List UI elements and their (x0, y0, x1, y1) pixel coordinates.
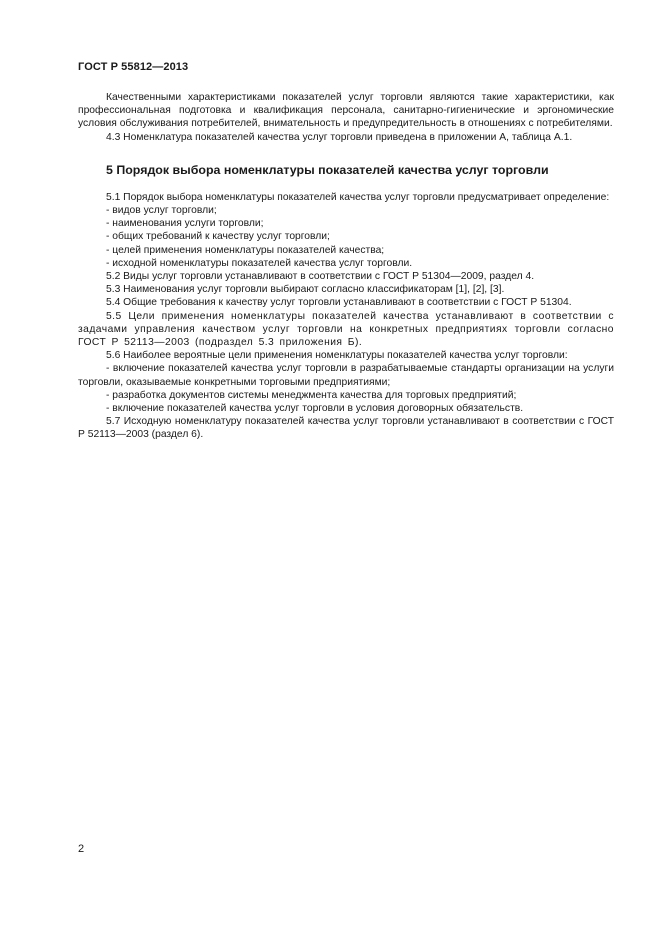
page-body (78, 91, 614, 442)
list-item: - целей применения номенклатуры показателей качества; (106, 244, 385, 256)
page-number: 2 (78, 843, 85, 855)
list-item: - видов услуг торговли; (106, 205, 217, 217)
paragraph-5-1: 5.1 Порядок выбора номенклатуры показателей качества услуг торговли предусматривает определение: (106, 191, 610, 203)
paragraph-5-3: 5.3 Наименования услуг торговли выбирают согласно классификаторам [1], [2], [3]. (106, 284, 505, 296)
document-code-header: ГОСТ Р 55812—2013 (78, 61, 189, 73)
paragraph-5-2: 5.2 Виды услуг торговли устанавливают в соответствии с ГОСТ Р 51304—2009, раздел 4. (106, 271, 535, 283)
paragraph-5-5: 5.5 Цели применения номенклатуры показателей качества устанавливают в соответствии с задачами управления качеством услуг торговли на конкретных предприятиях торговли согласно ГОСТ Р 52113—2003 (подраздел 5.3 приложения Б). (78, 310, 614, 349)
paragraph-5-4: 5.4 Общие требования к качеству услуг торговли устанавливают в соответствии с ГОСТ Р 51304. (106, 297, 572, 309)
section-5-title: 5 Порядок выбора номенклатуры показателей качества услуг торговли (106, 162, 549, 177)
paragraph-5-6: 5.6 Наиболее вероятные цели применения номенклатуры показателей качества услуг торговли: (106, 350, 568, 362)
paragraph-quality-characteristics: Качественными характеристиками показателей услуг торговли являются такие характеристики, как профессиональная подготовка и квалификация персонала, санитарно-гигиенические и эргономические условия обслуживания потребителей, внимательность и предупредительность в отношениях с потребителями. (78, 92, 614, 130)
list-item: - исходной номенклатуры показателей качества услуг торговли. (106, 257, 413, 269)
paragraph-5-7: 5.7 Исходную номенклатуру показателей качества услуг торговли устанавливают в соответствии с ГОСТ Р 52113—2003 (раздел 6). (78, 416, 614, 441)
list-item: - включение показателей качества услуг торговли в разрабатываемые стандарты организации на услуги торговли, оказываемые конкретными торговыми предприятиями; (78, 363, 614, 388)
list-item: - общих требований к качеству услуг торговли; (106, 231, 330, 243)
list-item: - включение показателей качества услуг торговли в условия договорных обязательств. (106, 403, 524, 415)
list-item: - наименования услуги торговли; (106, 218, 264, 230)
paragraph-4-3: 4.3 Номенклатура показателей качества услуг торговли приведена в приложении А, таблица А.1. (106, 131, 573, 143)
list-item: - разработка документов системы менеджмента качества для торговых предприятий; (106, 389, 517, 401)
